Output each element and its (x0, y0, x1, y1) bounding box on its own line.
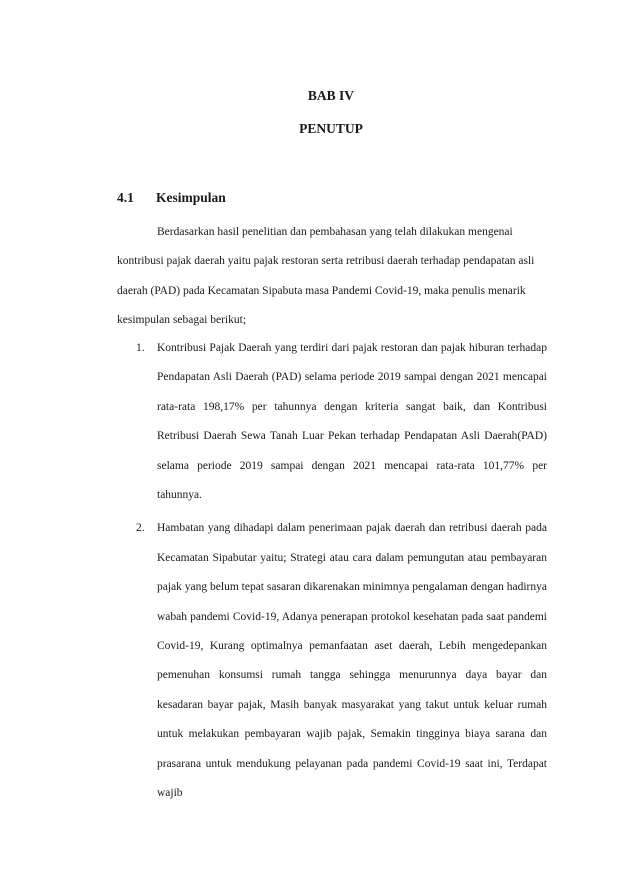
list-item-text: Hambatan yang dihadapi dalam penerimaan pajak daerah dan retribusi daerah pada Kecamatan Sipabutar yaitu; Strategi atau cara dalam pemungutan atau pembayaran pajak yang belum tepat sasaran dikarenakan minimnya pengalaman dengan hadirnya wabah pandemi Covid-19, Adanya penerapan protokol kesehatan pada saat pandemi Covid-19, Kurang optimalnya pemanfaatan aset daerah, Lebih mengedepankan pemenuhan konsumsi rumah tangga sehingga menurunnya daya bayar dan kesadaran bayar pajak, Masih banyak masyarakat yang takut untuk keluar rumah untuk melakukan pembayaran wajib pajak, Semakin tingginya biaya sarana dan prasarana untuk mendukung pelayanan pada pandemi Covid-19 saat ini, Terdapat wajib (157, 522, 547, 800)
section-title: Kesimpulan (156, 190, 226, 205)
chapter-title: PENUTUP (299, 121, 363, 136)
intro-text: Berdasarkan hasil penelitian dan pembahasan yang telah dilakukan mengenai kontribusi pajak daerah yaitu pajak restoran serta retribusi daerah terhadap pendapatan asli daerah (PAD) pada Kecamatan Sipabuta masa Pandemi Covid-19, maka penulis menarik kesimpulan sebagai berikut; (117, 226, 535, 327)
section-number: 4.1 (117, 190, 134, 205)
chapter-heading: BAB IV (307, 88, 355, 103)
list-item-text: Kontribusi Pajak Daerah yang terdiri dari pajak restoran dan pajak hiburan terhadap Pendapatan Asli Daerah (PAD) selama periode 2019 sampai dengan 2021 mencapai rata-rata 198,17% per tahunnya dengan kriteria sangat baik, dan Kontribusi Retribusi Daerah Sewa Tanah Luar Pekan terhadap Pendapatan Asli Daerah(PAD) selama periode 2019 sampai dengan 2021 mencapai rata-rata 101,77% per tahunnya. (157, 342, 547, 502)
list-item (117, 334, 547, 510)
conclusion-list (117, 334, 547, 813)
intro-paragraph (117, 218, 547, 336)
list-item (117, 514, 547, 808)
list-item-marker: 1. (136, 342, 145, 354)
section-heading (117, 190, 226, 206)
list-item-marker: 2. (136, 522, 145, 535)
